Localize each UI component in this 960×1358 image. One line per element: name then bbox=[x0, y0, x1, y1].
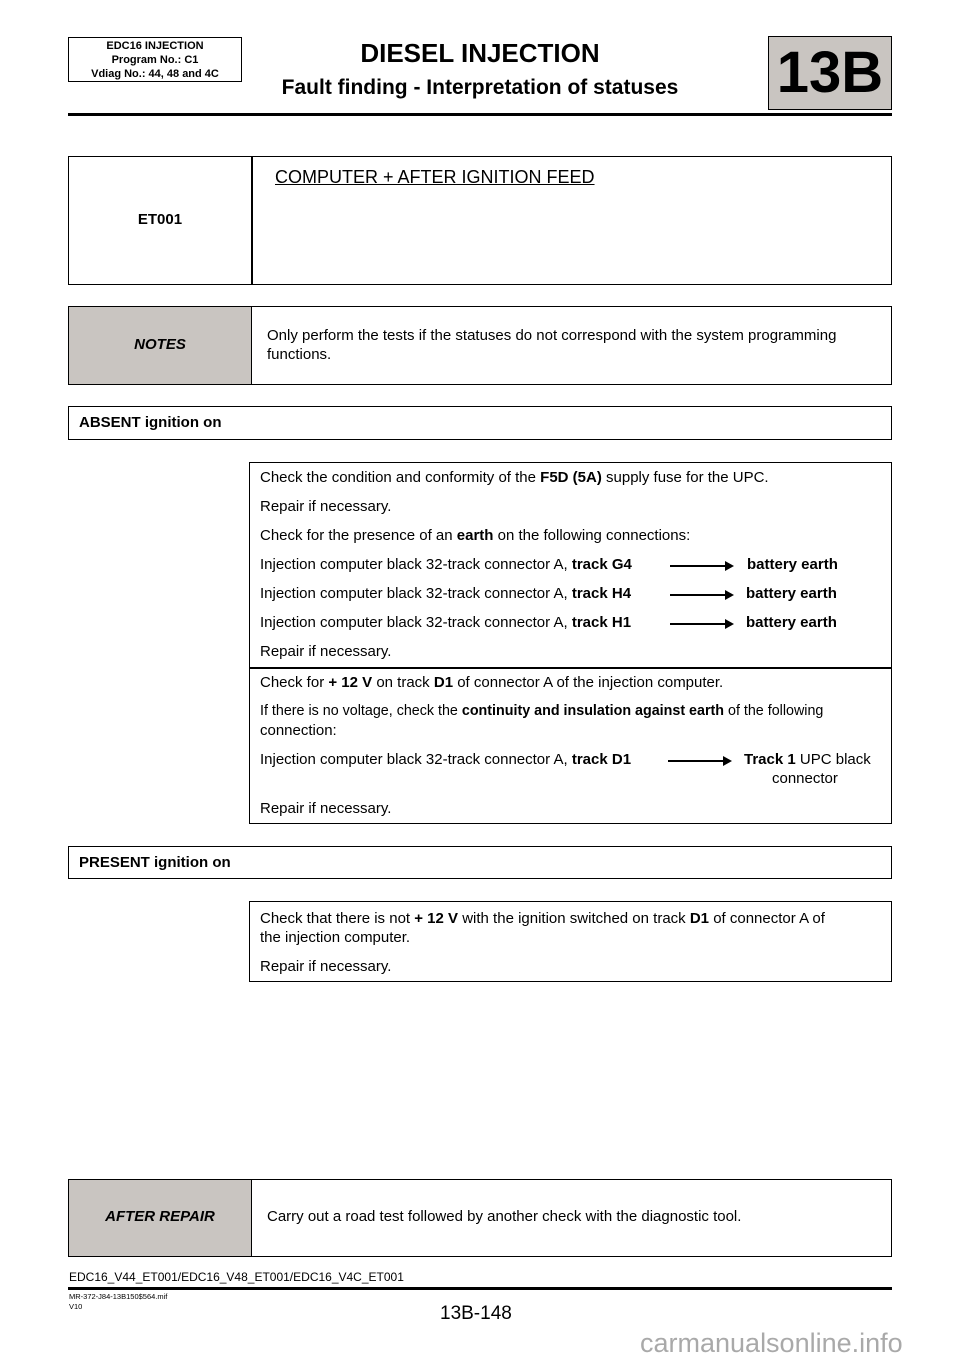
text: of connector A of bbox=[709, 910, 825, 927]
fault-title: COMPUTER + AFTER IGNITION FEED bbox=[275, 167, 595, 187]
notes-text: Only perform the tests if the statuses do not correspond with the system programming bbox=[267, 327, 837, 344]
destination: connector bbox=[772, 770, 838, 787]
absent-checks-box bbox=[249, 462, 892, 824]
section-badge: 13B bbox=[768, 36, 892, 110]
after-repair-text: Carry out a road test followed by another check with the diagnostic tool. bbox=[267, 1208, 742, 1225]
fault-box bbox=[68, 156, 892, 285]
page-subtitle: Fault finding - Interpretation of statuses bbox=[281, 76, 679, 99]
text: Injection computer black 32-track connector A, bbox=[260, 556, 572, 573]
text: D1 bbox=[433, 674, 454, 691]
check-line: Repair if necessary. bbox=[260, 643, 392, 660]
divider bbox=[251, 157, 253, 284]
arrow-icon bbox=[670, 565, 730, 567]
info-line: EDC16 INJECTION bbox=[106, 40, 204, 52]
text: + 12 V bbox=[328, 674, 373, 691]
destination: battery earth bbox=[746, 614, 837, 631]
check-line: the injection computer. bbox=[260, 929, 411, 946]
track: track G4 bbox=[571, 556, 632, 573]
text: Check for the presence of an bbox=[260, 527, 457, 544]
track: track D1 bbox=[571, 751, 632, 768]
check-line: Repair if necessary. bbox=[260, 958, 392, 975]
text: earth bbox=[456, 527, 494, 544]
arrow-icon bbox=[670, 594, 730, 596]
absent-heading: ABSENT ignition on bbox=[79, 414, 222, 431]
present-checks-box bbox=[249, 901, 892, 982]
text: Check that there is not bbox=[260, 910, 415, 927]
watermark: carmanualsonline.info bbox=[640, 1328, 903, 1358]
header-rule bbox=[68, 113, 892, 116]
after-repair-label: AFTER REPAIR bbox=[105, 1208, 215, 1225]
fault-code: ET001 bbox=[137, 211, 183, 228]
vehicle-info-box bbox=[68, 37, 242, 82]
text: with the ignition switched on track bbox=[458, 910, 690, 927]
text: of the following bbox=[724, 703, 824, 719]
connection-row bbox=[260, 750, 631, 769]
check-line bbox=[260, 909, 825, 928]
fuse: F5D (5A) bbox=[540, 469, 602, 486]
destination: battery earth bbox=[747, 556, 838, 573]
check-line bbox=[260, 526, 690, 545]
check-line bbox=[260, 673, 723, 692]
absent-heading-box bbox=[68, 406, 892, 440]
text: of connector A of the injection computer. bbox=[453, 674, 724, 691]
text: Track 1 bbox=[744, 751, 796, 768]
check-line: Repair if necessary. bbox=[260, 498, 392, 515]
text: Check the condition and conformity of the bbox=[260, 469, 541, 486]
text: Check for bbox=[260, 674, 329, 691]
connection-row bbox=[260, 584, 631, 603]
text: UPC black bbox=[795, 751, 871, 768]
present-heading: PRESENT ignition on bbox=[79, 854, 231, 871]
notes-label: NOTES bbox=[134, 336, 186, 353]
divider bbox=[250, 667, 891, 669]
text: + 12 V bbox=[414, 910, 459, 927]
check-line bbox=[260, 702, 823, 721]
check-line bbox=[260, 468, 769, 487]
text: on track bbox=[372, 674, 434, 691]
footer-version: V10 bbox=[69, 1302, 83, 1311]
info-line: Vdiag No.: 44, 48 and 4C bbox=[91, 68, 219, 80]
check-line: connection: bbox=[260, 722, 337, 739]
destination: battery earth bbox=[746, 585, 837, 602]
connection-row bbox=[260, 555, 632, 574]
text: on the following connections: bbox=[493, 527, 691, 544]
check-line: Repair if necessary. bbox=[260, 800, 392, 817]
text: continuity and insulation against earth bbox=[461, 703, 725, 719]
connection-row bbox=[260, 613, 631, 632]
track: track H1 bbox=[571, 614, 632, 631]
notes-box bbox=[68, 306, 892, 385]
footer-rule bbox=[68, 1287, 892, 1290]
destination bbox=[744, 750, 871, 769]
present-heading-box bbox=[68, 846, 892, 879]
text: Injection computer black 32-track connector A, bbox=[260, 751, 572, 768]
after-repair-box bbox=[68, 1179, 892, 1257]
info-line: Program No.: C1 bbox=[111, 54, 199, 66]
text: Injection computer black 32-track connector A, bbox=[260, 585, 572, 602]
text: Injection computer black 32-track connector A, bbox=[260, 614, 572, 631]
page-title: DIESEL INJECTION bbox=[360, 38, 600, 68]
footer-file: MR-372-J84-13B150$564.mif bbox=[69, 1292, 168, 1301]
text: D1 bbox=[689, 910, 710, 927]
footer-reference: EDC16_V44_ET001/EDC16_V48_ET001/EDC16_V4C_ET001 bbox=[69, 1270, 404, 1284]
text: If there is no voltage, check the bbox=[260, 703, 462, 719]
arrow-icon bbox=[668, 760, 728, 762]
text: supply fuse for the UPC. bbox=[601, 469, 769, 486]
arrow-icon bbox=[670, 623, 730, 625]
track: track H4 bbox=[571, 585, 632, 602]
notes-text: functions. bbox=[267, 346, 332, 363]
page-number: 13B-148 bbox=[440, 1303, 512, 1324]
